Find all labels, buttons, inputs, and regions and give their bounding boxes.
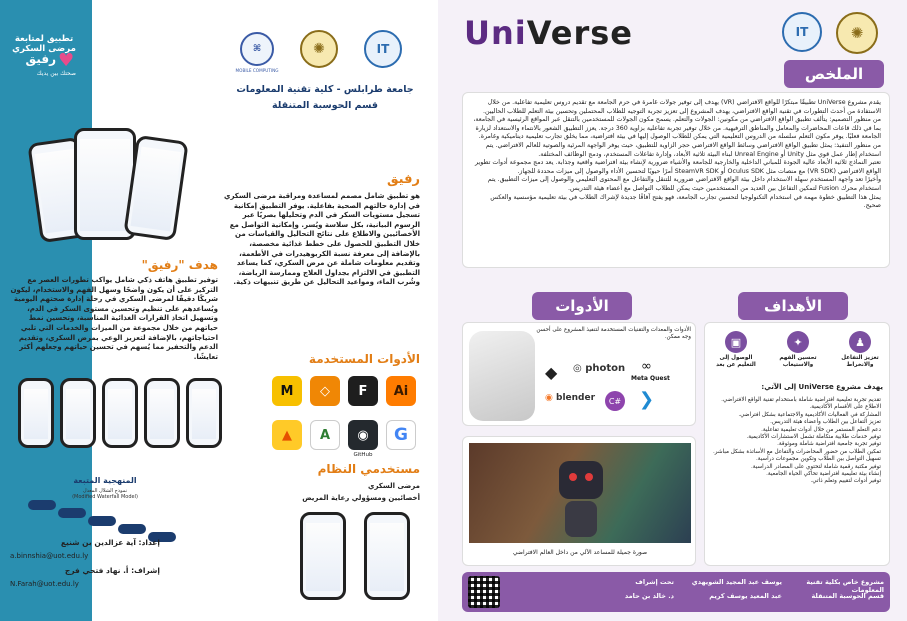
vscode-icon: ❯ (639, 389, 655, 410)
tools-card (462, 322, 696, 426)
it-faculty-logo (364, 30, 402, 68)
unity-icon: ◆ (545, 363, 558, 382)
figma-icon: F (348, 376, 378, 406)
goal-item: تقديم تجربة تعليمية افتراضية شاملة باستخدام تقنية الواقع الافتراضي. (721, 397, 881, 403)
robot-head (559, 461, 603, 499)
footer-student: عبد المعيد يوسف كريم (709, 592, 782, 600)
meta-quest-label: Meta Quest (631, 375, 670, 382)
goals-title: الأهداف (738, 292, 848, 320)
photon-icon: ◎ photon (573, 363, 626, 374)
summary-title: الملخص (784, 60, 884, 88)
system-users-title: مستخدمي النظام (317, 462, 420, 476)
waterfall-step (118, 524, 146, 534)
goal-icon-item (711, 331, 761, 370)
university-name: جامعة طرابلس - كلية تقنية المعلومات (236, 84, 414, 95)
phone-mockup (18, 378, 54, 448)
goal-item: تسهيل التواصل بين الطلاب وتكوين مجموعات دراسية. (755, 456, 881, 463)
summary-paragraph: يقدم مشروع UniVerse تطبيقًا مبتكرًا للواقع الافتراضي (VR) يهدف إلى توفير جولات غامرة في حرم الجامعة مع تقديم دروس تعليمية تفاعلية. من خلال الاستفادة من أحدث التطورات في تقنية الواقع الافتراضي، يهدف المشروع إلى تعزيز تجربة التوجيه للطلاب المحتملين وتحسين بيئة التعلم للطلاب الحاليين. (482, 99, 881, 115)
phone-mockup (300, 512, 346, 600)
goal-icon-item (835, 331, 885, 370)
vr-assistant-image-card (462, 436, 696, 566)
goal-description: توفير تطبيق هاتف ذكي شامل يواكب تطورات العصر مع التركيز على أن يكون واضحًا وسهل الفهم والاستخدام، ليكون شريكًا دقيقًا لمرضى السكري في رحلة إدارة صحتهم اليومية ويُساعدهم على تنظيم وتحسين مستوى السكر في الدم، وتسهيل اتخاذ القرارات الغذائية المناسبة، وتحسين نمط حياتهم من خلال مجموعة من الميزات والخدمات التي تلبي احتياجاتهم، بالإضافة لتعزيز الوعي بمرض السكري، وتقديم الدعم والتحفيز مما يُسهم في تحسين حياتهم وجعلهم أكثر تعايشًا. (10, 276, 218, 361)
goal-item: دعم التعلم المستمر من خلال أدوات تعليمية تفاعلية. (761, 426, 881, 433)
student-email[interactable]: a.binnshia@uot.edu.ly (10, 552, 89, 560)
phone-mockup (186, 378, 222, 448)
goal-item: تمكين الطلاب من حضور المحاضرات والتفاعل مع الأساتذة بشكل مباشر. (713, 448, 881, 455)
heart-icon: ♥ (58, 50, 75, 71)
summary-paragraph: تعتبر النماذج ثلاثية الأبعاد عالية الجودة للمباني الداخلية والخارجية للجامعة والأشياء ضرورية لإنشاء بيئة افتراضية واقعية وجذابة. يعد دمج مجموعة أدوات تطوير الواقع الافتراضي (VR SDK) مع منصات مثل Oculus SDK أو SteamVR SDK أمرًا حيويًا لتحسين الأداء والوصول إلى ميزات محددة للجهاز. (474, 159, 881, 175)
it-icon: IT (795, 25, 809, 39)
methodology-subtitle: نموذج الشلال المعدل (Modified Waterfall Model) (72, 488, 138, 500)
summary-card (462, 92, 890, 268)
app-name: رفيق (25, 52, 56, 66)
it-faculty-logo (782, 12, 822, 52)
vr-scene-image (469, 443, 691, 543)
remote-access-icon: ▣ (725, 331, 747, 353)
waterfall-step (88, 516, 116, 526)
qr-code[interactable] (468, 576, 500, 608)
footer-department: قسم الحوسبة المتنقلة (811, 592, 884, 600)
goal-icons-row (711, 331, 885, 377)
footer-supervisor-label: تحت إشراف (635, 578, 674, 586)
phone-mockup (102, 378, 138, 448)
goal-icon-label: تحسين الفهم والاستيعاب (779, 355, 817, 369)
goal-icon-label: تعزيز التفاعل والانخراط (841, 355, 879, 369)
rafiq-logo (20, 50, 80, 78)
circuit-icon: ⌘ (252, 44, 262, 54)
supervisor-email[interactable]: N.Farah@uot.edu.ly (10, 580, 79, 588)
csharp-icon: C# (605, 391, 625, 411)
interaction-icon: ♟ (849, 331, 871, 353)
waterfall-step (28, 500, 56, 510)
phone-mockup (144, 378, 180, 448)
goal-item: المشاركة في الفعاليات الأكاديمية والاجتماعية بشكل افتراضي. (738, 411, 881, 418)
footer-supervisor: د. خالد بن حامد (624, 592, 674, 600)
robot-eye (569, 473, 577, 481)
goal-item: الاطلاع على الأقسام الأكاديمية. (809, 404, 881, 411)
tools-used-title: الأدوات المستخدمة (308, 352, 420, 366)
university-of-tripoli-logo (300, 30, 338, 68)
github-label: GitHub (353, 452, 373, 458)
firebase-icon: ▲ (272, 420, 302, 450)
tools-description: الأدوات والمعدات والتقنيات المستخدمة لتنفيذ المشروع على أحسن وجه ممكن. (536, 327, 691, 341)
rafiq-section-title: رفيق (386, 172, 420, 187)
blender-icon: ◉ blender (545, 393, 596, 403)
tools-grid (272, 376, 420, 456)
seal-icon: ✺ (313, 41, 325, 57)
goals-card (704, 322, 890, 566)
github-icon: ◉ (348, 420, 378, 450)
supervised-by: إشراف: أ. نهاد فتحي فرج (64, 566, 160, 575)
department-name: قسم الحوسبة المتنقلة (272, 100, 378, 111)
phone-mockup (364, 512, 410, 600)
right-poster (438, 0, 907, 621)
summary-paragraph: من منظور التنفيذ: يمثل تطبيق الواقع الافتراضي وسائط الواقع الافتراضي حجر الزاوية للتطبيق، حيث يوفر الواجهة المرئية والصوتية للعالم الافتراضي. يتم استخدام إطار عمل قوي مثل Unity أو Unreal Engine لبناء البيئة ثلاثية الأبعاد، وإدارة تفاعلات المستخدم، ودمج الوظائف المختلفة. (485, 141, 881, 158)
university-of-tripoli-logo (836, 12, 878, 54)
universe-title (464, 14, 633, 52)
universe-title-uni: Uni (464, 14, 527, 52)
understanding-icon: ✦ (787, 331, 809, 353)
goals-list (711, 397, 881, 486)
goal-item: توفير خدمات طلابية متكاملة تشمل الاستشارات الأكاديمية. (746, 434, 881, 441)
miro-icon: M (272, 376, 302, 406)
goal-item: تعزيز التفاعل بين الطلاب وأعضاء هيئة التدريس. (770, 419, 881, 426)
tools-title: الأدوات (532, 292, 632, 320)
footer-student: يوسف عبد المجيد الشويهدي (691, 578, 782, 586)
summary-paragraph: يمثل هذا التطبيق خطوة مهمة في استخدام التكنولوجيا لتحسين تجارب الجامعة، فهو يفتح آفاقًا جديدة لإشراك الطلاب في بيئة تعليمية مؤسسية والعكس صحيح. (490, 193, 881, 210)
photon-label: photon (585, 363, 626, 374)
drawio-icon: ◇ (310, 376, 340, 406)
mobile-computing-label: MOBILE COMPUTING (235, 68, 279, 73)
universe-title-verse: Verse (526, 14, 633, 52)
poster-gap (430, 0, 438, 621)
methodology-title: المنهجية المتبعة (73, 476, 137, 485)
credits-accent-bar (0, 532, 6, 610)
waterfall-step (58, 508, 86, 518)
goal-item: توفير تجربة جامعية افتراضية شاملة وموثوقة. (777, 441, 881, 448)
mobile-computing-logo (240, 32, 274, 66)
meta-quest-icon: ∞ (641, 359, 652, 374)
robot-eye (585, 473, 593, 481)
footer-project: مشروع خاص بكلية تقنية المعلومات (806, 578, 884, 594)
goals-intro: يهدف مشروع UniVerse إلى الآتي: (761, 383, 883, 391)
vr-image-caption: صورة جميلة للمساعد الآلي من داخل العالم الافتراضي (512, 549, 648, 556)
summary-paragraph: من منظور التصميم: يتألف تطبيق الواقع الافتراضي من مكونين: الجولات والتعلم. يسمح مكون الجولات للمستخدمين بالتنقل عبر المواقع الرئيسية في الجامعة، بما في ذلك قاعات المحاضرات والمعامل والمناطق الترفيهية. من خلال توفير تجربة تفاعلية بزاوية 360 درجة. يعزز التطبيق الشعور بالانتماء والاستعداد لزيارة الجامعة فعليًا. يوفر مكون التعلم سلسلة من الدروس التعليمية التي يمكن للطلاب الوصول إليها في بيئة افتراضية، مما يخلق تجارب تعليمية ديناميكية وغامرة. (473, 116, 881, 141)
goal-section-title: هدف "رفيق" (141, 258, 218, 272)
goal-item: إنشاء بيئة تعليمية افتراضية تحاكي الحياة الجامعية. (766, 471, 881, 478)
goal-item: توفير أدوات لتقييم وتعلم ذاتي. (810, 478, 881, 485)
goal-item: توفير مكتبة رقمية شاملة لتحتوي على المصادر الدراسية. (751, 463, 881, 470)
summary-paragraph: وأخيرًا تعد واجهة المستخدم سهلة الاستخدام داخل بيئة الواقع الافتراضي ضرورية للتنقل والتفاعل مع المحتوى التعليمي والوصول إلى ميزات التطبيق. يتم استخدام محرك Fusion لتمكين التفاعل بين العديد من المستخدمين حيث يمكن للطلاب التواصل مع أعضاء هيئة التدريس. (487, 176, 881, 192)
app-tagline: صحتك بين يديك (36, 70, 76, 77)
seal-icon: ✺ (850, 24, 864, 42)
illustrator-icon: Ai (386, 376, 416, 406)
rafiq-description: هو تطبيق شامل مصمم لمساعدة ومراقبة مرضى السكري في إدارة حالتهم الصحية بفاعلية. يوفر التطبيق إمكانية تسجيل مستويات السكر في الدم وتحليلها بصريًا عبر الرسوم البيانية، بكل سلاسة ويُسر. وإمكانية التواصل مع الأخصائيين والاطلاع على نتائج التحاليل والقياسات من خلال التطبيق للحصول على خطط غذائية مخصصة، بالإضافة إلى معرفة نسبة الكربوهيدرات في الأطعمة، وتقديم معلومات شاملة عن مرض السكري، كما يساعد التطبيق في الالتزام بجداول العلاج وممارسة الرياضة، وشُرب الماء، ومواعيد التحاليل عن طريق تنبيهات ذكية. (224, 192, 420, 287)
goal-icon-item (773, 331, 823, 370)
vr-headset-image (469, 331, 535, 421)
robot-body (565, 501, 597, 537)
app-header-title: تطبيق لمتابعة مرضى السكري (12, 34, 76, 54)
left-poster (0, 0, 430, 621)
it-icon: IT (376, 42, 390, 56)
blender-label: blender (556, 393, 596, 403)
footer-bar (462, 572, 890, 612)
phone-mockup (60, 378, 96, 448)
android-studio-icon: A (310, 420, 340, 450)
google-icon: G (386, 420, 416, 450)
prepared-by: إعداد: آية عزالدين بن شنيع (60, 538, 160, 547)
system-users-list: مرضى السكري أخصائيين ومسؤولي رعاية المريض (302, 482, 420, 502)
goal-icon-label: الوصول إلى التعليم عن بعد (716, 355, 756, 369)
